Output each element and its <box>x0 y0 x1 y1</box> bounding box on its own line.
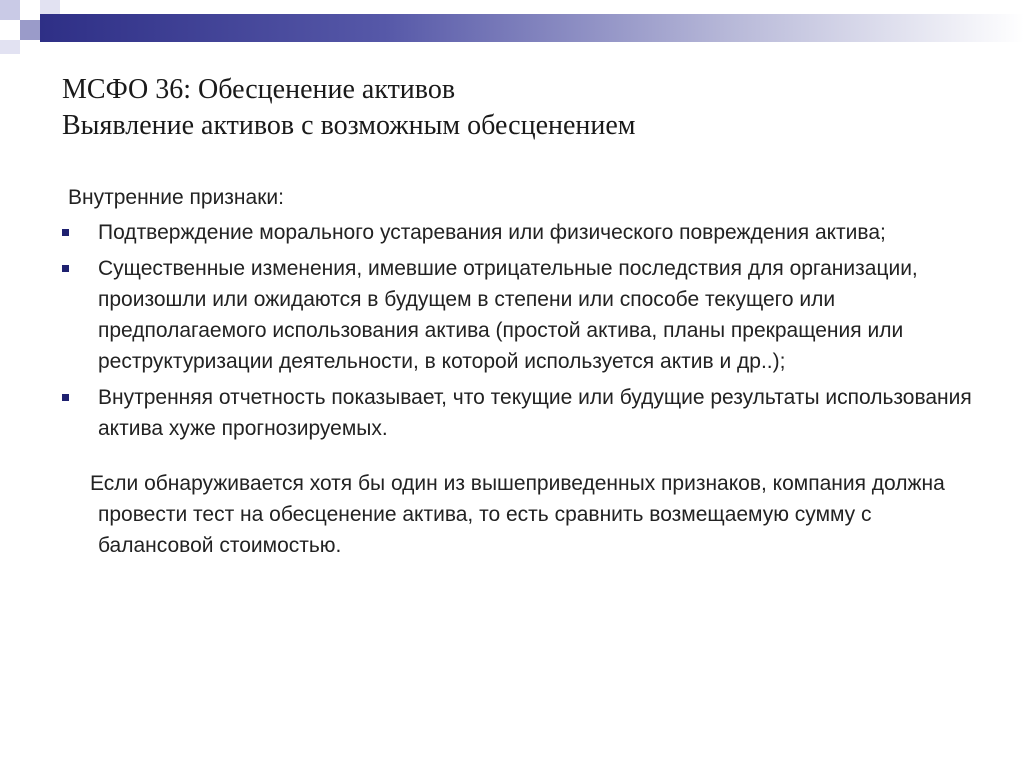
list-item <box>60 253 980 377</box>
slide-body <box>60 182 980 561</box>
closing-paragraph: Если обнаруживается хотя бы один из вышеприведенных признаков, компания должна провести тест на обесценение актива, то есть сравнить возмещаемую сумму с балансовой стоимостью. <box>90 472 945 557</box>
bullet-list <box>60 217 980 444</box>
square-bullet-icon <box>62 265 69 272</box>
list-item-text: Внутренняя отчетность показывает, что текущие или будущие результаты использования актива хуже прогнозируемых. <box>98 386 972 440</box>
list-item <box>60 382 980 444</box>
title-line-1: МСФО 36: Обесценение активов <box>62 74 456 105</box>
slide-title <box>62 72 982 144</box>
square-bullet-icon <box>62 394 69 401</box>
decor-square <box>0 40 20 54</box>
section-heading: Внутренние признаки: <box>68 186 284 209</box>
square-bullet-icon <box>62 229 69 236</box>
title-line-2: Выявление активов с возможным обесценением <box>62 110 636 141</box>
list-item-text: Существенные изменения, имевшие отрицательные последствия для организации, произошли или ожидаются в будущем в степени или способе текущего или предполагаемого использования актива (простой актива, планы прекращения или реструктуризации деятельности, в которой используется актив и др..); <box>98 257 918 373</box>
header-gradient-band <box>40 14 1024 42</box>
list-item <box>60 217 980 248</box>
decor-square <box>40 0 60 14</box>
decor-square <box>0 0 20 20</box>
list-item-text: Подтверждение морального устаревания или физического повреждения актива; <box>98 221 886 244</box>
decor-square <box>20 20 40 40</box>
